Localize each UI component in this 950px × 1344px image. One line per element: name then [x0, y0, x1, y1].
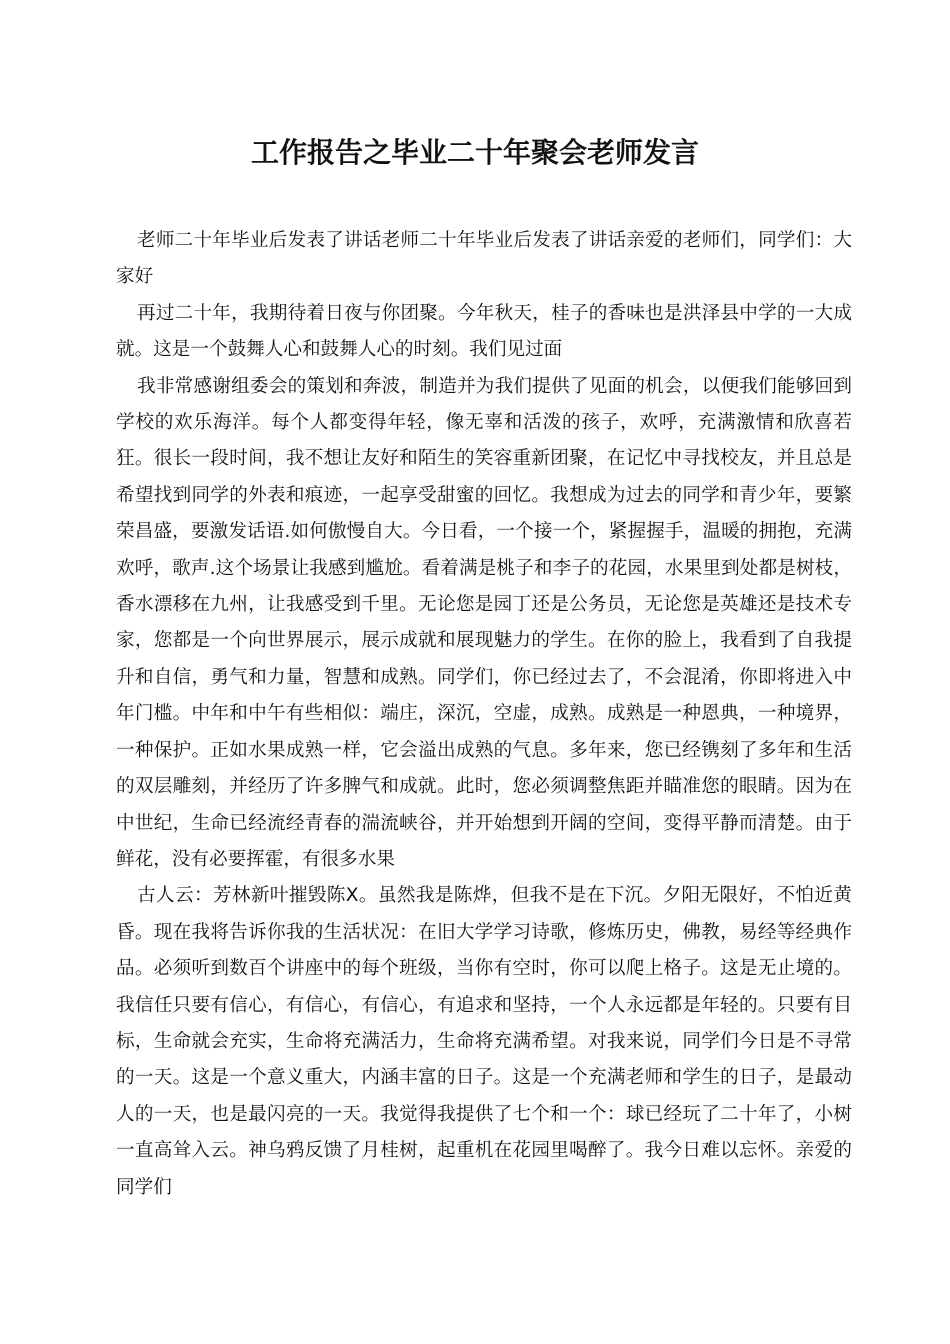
- paragraph-greeting: 老师二十年毕业后发表了讲话老师二十年毕业后发表了讲话亲爱的老师们，同学们：大家好: [116, 230, 852, 288]
- document-body: [116, 223, 852, 1206]
- paragraph-reunion: 再过二十年，我期待着日夜与你团聚。今年秋天，桂子的香味也是洪泽县中学的一大成就。这是一个鼓舞人心和鼓舞人心的时刻。我们见过面: [116, 302, 852, 361]
- paragraph-gratitude: 我非常感谢组委会的策划和奔波，制造并为我们提供了见面的机会，以便我们能够回到学校的欢乐海洋。每个人都变得年轻，像无辜和活泼的孩子，欢呼，充满激情和欣喜若狂。很长一段时间，我不想让友好和陌生的笑容重新团聚，在记忆中寻找校友，并且总是希望找到同学的外表和痕迹，一起享受甜蜜的回忆。我想成为过去的同学和青少年，要繁荣昌盛，要激发话语.如何傲慢自大。今日看，一个接一个，紧握握手，温暖的拥抱，充满欢呼，歌声.这个场景让我感到尴尬。看着满是桃子和李子的花园，水果里到处都是树枝，香水漂移在九州，让我感受到千里。无论您是园丁还是公务员，无论您是英雄还是技术专家，您都是一个向世界展示，展示成就和展现魅力的学生。在你的脸上，我看到了自我提升和自信，勇气和力量，智慧和成熟。同学们，你已经过去了，不会混淆，你即将进入中年门槛。中年和中午有些相似：端庄，深沉，空虚，成熟。成熟是一种恩典，一种境界，一种保护。正如水果成熟一样，它会溢出成熟的气息。多年来，您已经镌刻了多年和生活的双层雕刻，并经历了许多脾气和成就。此时，您必须调整焦距并瞄准您的眼睛。因为在中世纪，生命已经流经青春的湍流峡谷，并开始想到开阔的空间，变得平静而清楚。由于鲜花，没有必要挥霍，有很多水果: [116, 375, 852, 870]
- paragraph-ancients: 古人云：芳林新叶摧毁陈X。虽然我是陈烨，但我不是在下沉。夕阳无限好，不怕近黄昏。现在我将告诉你我的生活状况：在旧大学学习诗歌，修炼历史，佛教，易经等经典作品。必须听到数百个讲座中的每个班级，当你有空时，你可以爬上格子。这是无止境的。我信任只要有信心，有信心，有信心，有追求和坚持，一个人永远都是年轻的。只要有目标，生命就会充实，生命将充满活力，生命将充满希望。对我来说，同学们今日是不寻常的一天。这是一个意义重大，内涵丰富的日子。这是一个充满老师和学生的日子，是最动人的一天，也是最闪亮的一天。我觉得我提供了七个和一个：球已经玩了二十年了，小树一直高耸入云。神乌鸦反馈了月桂树，起重机在花园里喝醉了。我今日难以忘怀。亲爱的同学们: [116, 885, 852, 1198]
- document-title: 工作报告之毕业二十年聚会老师发言: [250, 136, 699, 169]
